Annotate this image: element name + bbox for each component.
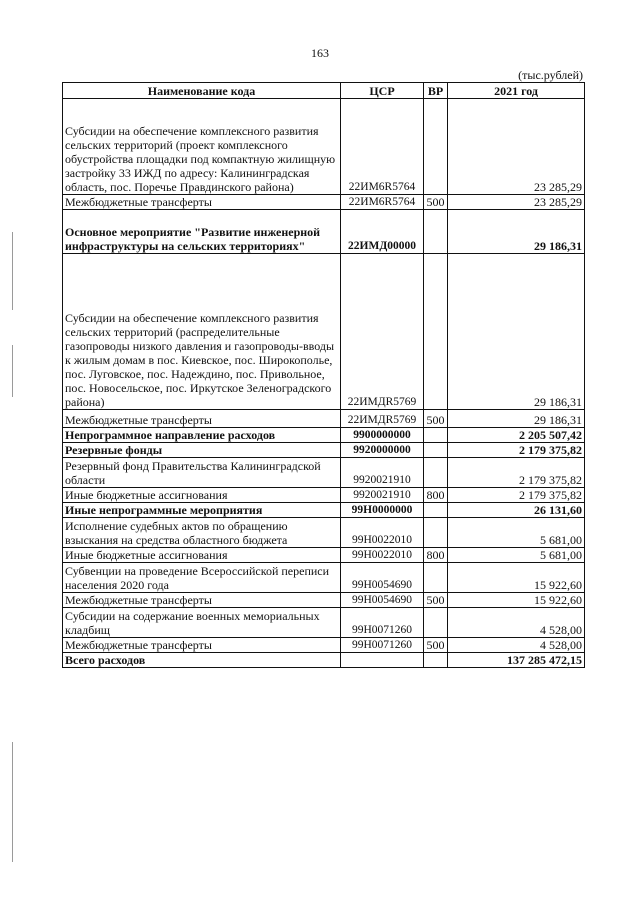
- row-name: Иные бюджетные ассигнования: [63, 548, 341, 563]
- row-vr: 800: [424, 548, 448, 563]
- row-vr: [424, 428, 448, 443]
- row-name: Межбюджетные трансферты: [63, 410, 341, 428]
- table-row: [63, 195, 585, 210]
- table-header-row: [63, 83, 585, 99]
- left-margin-line: [12, 345, 13, 397]
- row-amount: 5 681,00: [448, 548, 585, 563]
- row-amount: 23 285,29: [448, 195, 585, 210]
- row-csr: 9920021910: [341, 488, 424, 503]
- row-amount: 4 528,00: [448, 638, 585, 653]
- table-row: [63, 563, 585, 593]
- table-row: [63, 254, 585, 410]
- row-amount: 2 179 375,82: [448, 488, 585, 503]
- row-vr: [424, 608, 448, 638]
- row-name: Межбюджетные трансферты: [63, 195, 341, 210]
- row-amount: 23 285,29: [448, 99, 585, 195]
- row-vr: [424, 458, 448, 488]
- row-name: Межбюджетные трансферты: [63, 638, 341, 653]
- row-csr: 22ИМДR5769: [341, 410, 424, 428]
- row-csr: 99Н0000000: [341, 503, 424, 518]
- row-name: Непрограммное направление расходов: [63, 428, 341, 443]
- header-csr: ЦСР: [341, 83, 424, 99]
- row-csr: 9900000000: [341, 428, 424, 443]
- row-name: Исполнение судебных актов по обращению взыскания на средства областного бюджета: [63, 518, 341, 548]
- row-csr: 9920021910: [341, 458, 424, 488]
- row-csr: 99Н0022010: [341, 548, 424, 563]
- row-csr: 99Н0054690: [341, 593, 424, 608]
- row-vr: [424, 653, 448, 668]
- table-row: [63, 548, 585, 563]
- row-amount: 29 186,31: [448, 210, 585, 254]
- row-vr: 500: [424, 593, 448, 608]
- row-csr: [341, 653, 424, 668]
- row-amount: 29 186,31: [448, 254, 585, 410]
- table-row: [63, 593, 585, 608]
- row-name: Субсидии на обеспечение комплексного развития сельских территорий (распределительные газопроводы низкого давления и газопроводы-вводы к жилым домам в пос. Киевское, пос. Широкополье, пос. Луговское, пос. Надеждино, пос. Привольное, пос. Новосельское, пос. Иркутское Зеленоградского района): [63, 254, 341, 410]
- row-amount: 2 179 375,82: [448, 458, 585, 488]
- table-row: [63, 653, 585, 668]
- table-row: [63, 99, 585, 195]
- page-number: 163: [311, 46, 329, 60]
- table-row: [63, 428, 585, 443]
- row-vr: [424, 518, 448, 548]
- row-csr: 9920000000: [341, 443, 424, 458]
- row-vr: 500: [424, 410, 448, 428]
- header-vr: ВР: [424, 83, 448, 99]
- table-row: [63, 638, 585, 653]
- row-name: Иные бюджетные ассигнования: [63, 488, 341, 503]
- row-csr: 99Н0054690: [341, 563, 424, 593]
- table-row: [63, 458, 585, 488]
- table-row: [63, 410, 585, 428]
- row-vr: [424, 99, 448, 195]
- row-amount: 15 922,60: [448, 563, 585, 593]
- row-amount: 15 922,60: [448, 593, 585, 608]
- row-csr: 99Н0022010: [341, 518, 424, 548]
- units-label: (тыс.рублей): [518, 68, 583, 82]
- row-amount: 2 205 507,42: [448, 428, 585, 443]
- row-csr: 22ИМ6R5764: [341, 195, 424, 210]
- row-name: Субсидии на обеспечение комплексного развития сельских территорий (проект комплексного обустройства площадки под компактную жилищную застройку 33 ИЖД по адресу: Калининградская область, пос. Поречье Правдинского района): [63, 99, 341, 195]
- row-amount: 26 131,60: [448, 503, 585, 518]
- header-year: 2021 год: [448, 83, 585, 99]
- table-row: [63, 443, 585, 458]
- row-vr: [424, 443, 448, 458]
- row-vr: 800: [424, 488, 448, 503]
- table-row: [63, 608, 585, 638]
- row-vr: [424, 503, 448, 518]
- left-margin-line: [12, 742, 13, 862]
- row-amount: 2 179 375,82: [448, 443, 585, 458]
- table-row: [63, 503, 585, 518]
- row-name: Резервные фонды: [63, 443, 341, 458]
- row-vr: [424, 563, 448, 593]
- row-amount: 137 285 472,15: [448, 653, 585, 668]
- row-name: Субсидии на содержание военных мемориальных кладбищ: [63, 608, 341, 638]
- row-name: Всего расходов: [63, 653, 341, 668]
- row-amount: 5 681,00: [448, 518, 585, 548]
- row-amount: 4 528,00: [448, 608, 585, 638]
- row-vr: 500: [424, 195, 448, 210]
- row-vr: [424, 210, 448, 254]
- table-row: [63, 210, 585, 254]
- table-row: [63, 488, 585, 503]
- row-vr: 500: [424, 638, 448, 653]
- row-name: Иные непрограммные мероприятия: [63, 503, 341, 518]
- row-name: Резервный фонд Правительства Калининградской области: [63, 458, 341, 488]
- row-name: Субвенции на проведение Всероссийской переписи населения 2020 года: [63, 563, 341, 593]
- row-vr: [424, 254, 448, 410]
- row-csr: 22ИМ6R5764: [341, 99, 424, 195]
- row-csr: 99Н0071260: [341, 608, 424, 638]
- row-amount: 29 186,31: [448, 410, 585, 428]
- row-name: Основное мероприятие "Развитие инженерной инфраструктуры на сельских территориях": [63, 210, 341, 254]
- header-name: Наименование кода: [63, 83, 341, 99]
- row-csr: 22ИМД00000: [341, 210, 424, 254]
- table-row: [63, 518, 585, 548]
- table-body: [63, 99, 585, 668]
- row-csr: 22ИМДR5769: [341, 254, 424, 410]
- row-name: Межбюджетные трансферты: [63, 593, 341, 608]
- left-margin-line: [12, 232, 13, 310]
- expenditure-table: [62, 82, 585, 668]
- row-csr: 99Н0071260: [341, 638, 424, 653]
